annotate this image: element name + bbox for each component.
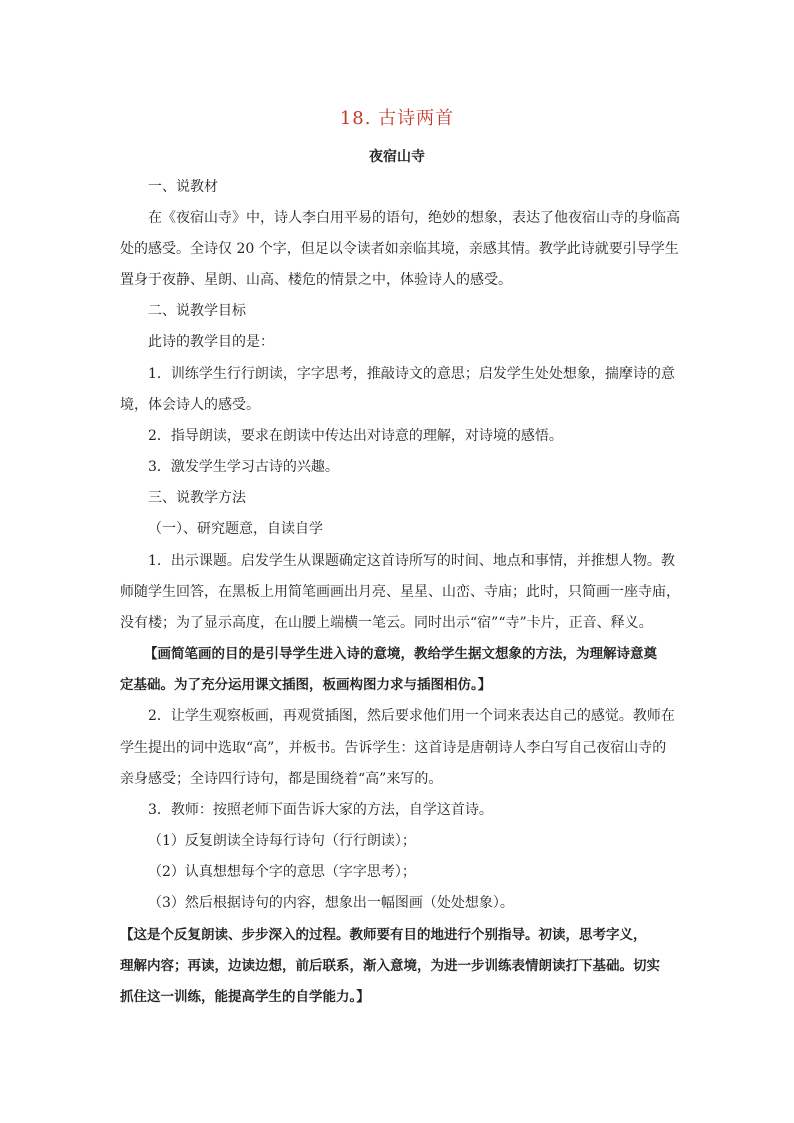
paragraph-line: 3．激发学生学习古诗的兴趣。 <box>148 459 339 475</box>
page-title: 18. 古诗两首 <box>339 108 455 129</box>
note-line: 理解内容；再读，边读边想，前后联系，渐入意境，为进一步训练表情朗读打下基础。切实 <box>120 958 660 974</box>
section-title: 夜宿山寺 <box>369 149 425 165</box>
note-line: 抓住这一训练，能提高学生的自学能力。】 <box>120 989 370 1005</box>
paragraph-line: 2．指导朗读，要求在朗读中传达出对诗意的理解，对诗境的感悟。 <box>148 428 563 444</box>
paragraph-line: 1．出示课题。启发学生从课题确定这首诗所写的时间、地点和事情，并推想人物。教 <box>148 553 675 569</box>
heading-teaching-material: 一、说教材 <box>148 179 218 195</box>
paragraph-line: 没有楼；为了显示高度，在山腰上端横一笔云。同时出示“宿”“寺”卡片，正音、释义。 <box>120 615 653 631</box>
heading-teaching-goals: 二、说教学目标 <box>148 303 246 319</box>
paragraph-line: 亲身感受；全诗四行诗句，都是围绕着“高”来写的。 <box>120 771 443 787</box>
heading-teaching-methods: 三、说教学方法 <box>148 490 246 506</box>
list-item: （2）认真想想每个字的意思（字字思考）； <box>148 864 416 880</box>
note-line: 【画简笔画的目的是引导学生进入诗的意境，教给学生据文想象的方法，为理解诗意奠 <box>144 646 657 662</box>
paragraph-line: 置身于夜静、星朗、山高、楼危的情景之中，体验诗人的感受。 <box>120 272 512 288</box>
note-line: 【这是个反复朗读、步步深入的过程。教师要有目的地进行个别指导。初读，思考字义， <box>120 927 647 943</box>
subheading: （一）、研究题意，自读自学 <box>148 521 323 537</box>
paragraph-line: 此诗的教学目的是： <box>148 334 274 350</box>
note-line: 定基础。为了充分运用课文插图，板画构图力求与插图相仿。】 <box>120 677 492 693</box>
paragraph-line: 学生提出的词中选取“高”，并板书。告诉学生：这首诗是唐朝诗人李白写自己夜宿山寺的 <box>120 740 667 756</box>
list-item: （3）然后根据诗句的内容，想象出一幅图画（处处想象）。 <box>148 895 514 911</box>
paragraph-line: 在《夜宿山寺》中，诗人李白用平易的语句，绝妙的想象，表达了他夜宿山寺的身临高 <box>148 210 680 226</box>
paragraph-line: 1．训练学生行行朗读，字字思考，推敲诗文的意思；启发学生处处想象，揣摩诗的意 <box>148 366 675 382</box>
paragraph-line: 处的感受。全诗仅 20 个字，但足以令读者如亲临其境，亲感其情。教学此诗就要引导学生 <box>120 241 679 257</box>
paragraph-line: 3．教师：按照老师下面告诉大家的方法，自学这首诗。 <box>148 802 493 818</box>
paragraph-line: 师随学生回答，在黑板上用简笔画画出月亮、星星、山峦、寺庙；此时，只简画一座寺庙， <box>120 584 680 600</box>
list-item: （1）反复朗读全诗每行诗句（行行朗读）； <box>148 833 416 849</box>
paragraph-line: 2．让学生观察板画，再观赏插图，然后要求他们用一个词来表达自己的感觉。教师在 <box>148 708 675 724</box>
paragraph-line: 境，体会诗人的感受。 <box>120 397 260 413</box>
